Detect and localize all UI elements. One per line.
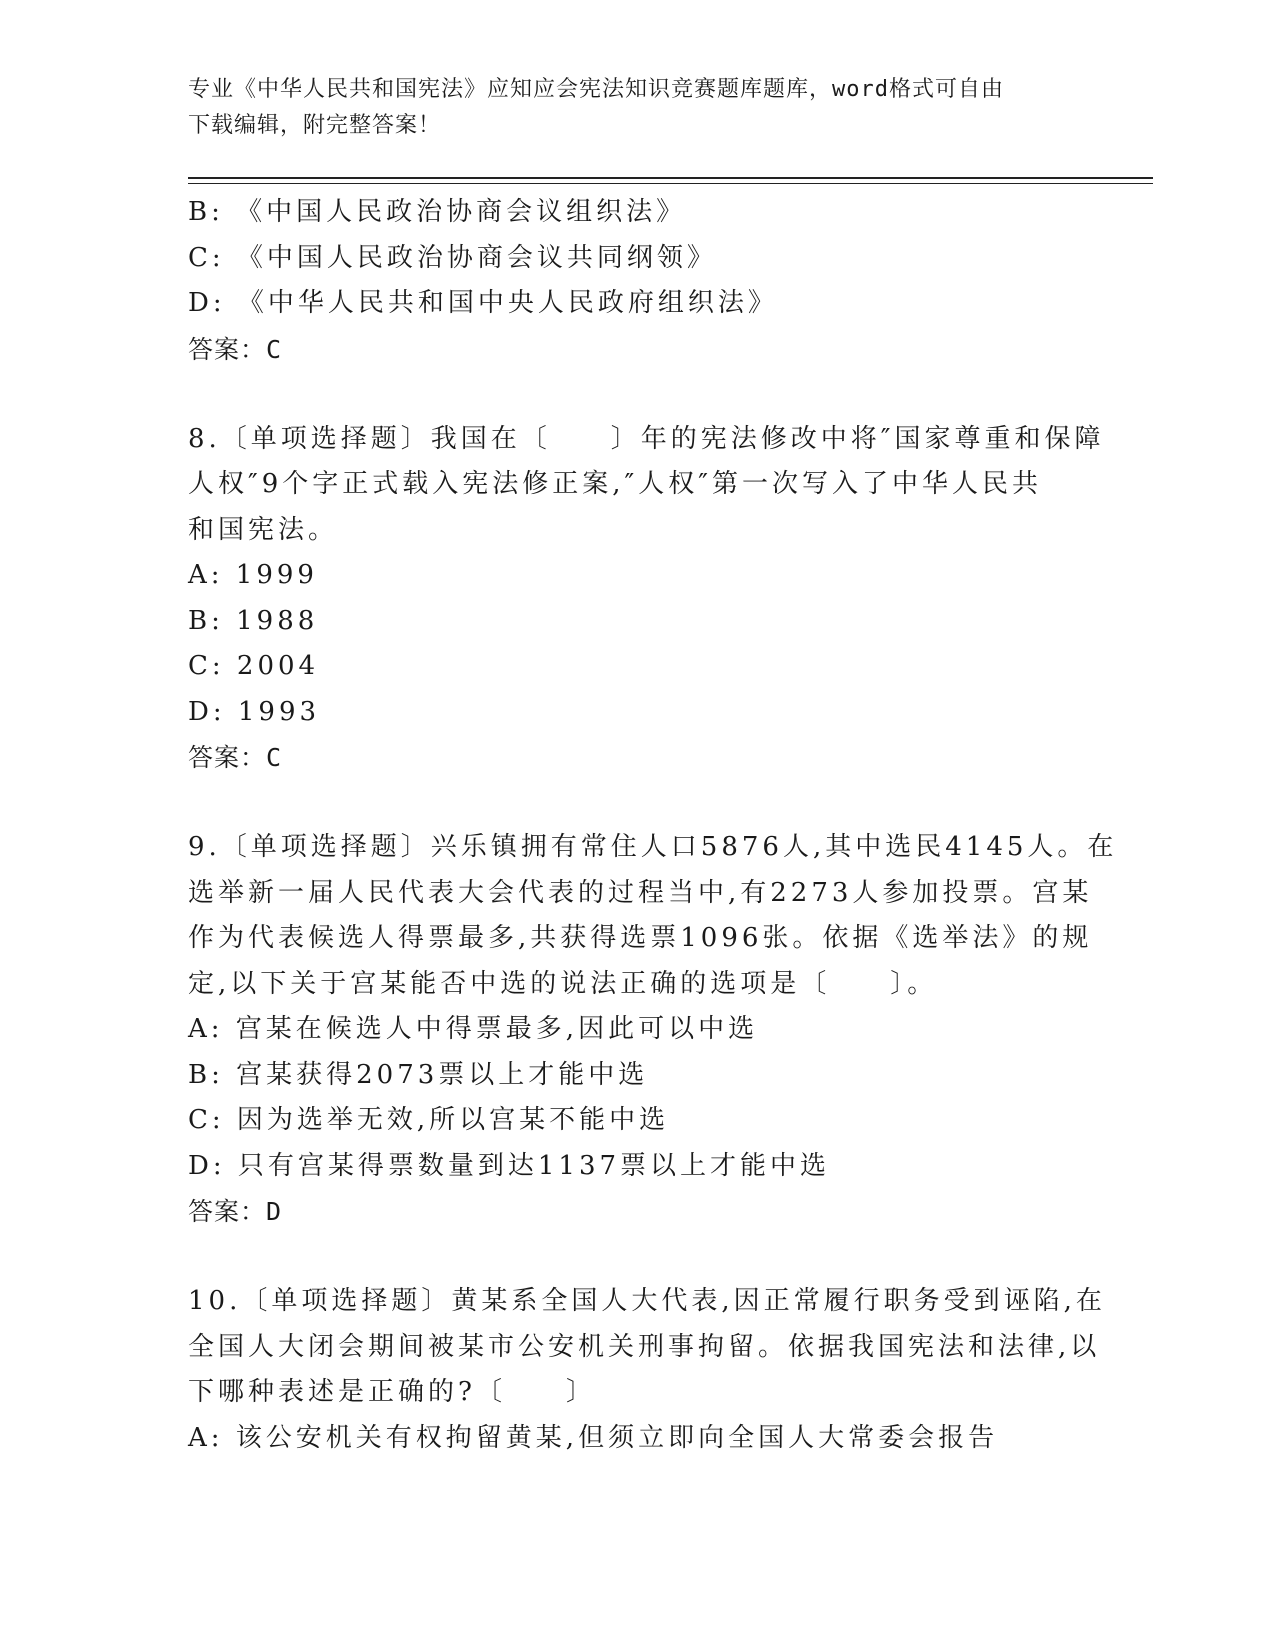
question-stem-line: 全国人大闭会期间被某市公安机关刑事拘留。依据我国宪法和法律,以 — [188, 1331, 1101, 1362]
option-d: D: 只有宫某得票数量到达1137票以上才能中选 — [188, 1150, 831, 1181]
option-c: C: 《中国人民政治协商会议共同纲领》 — [188, 242, 717, 273]
option-c: C: 因为选举无效,所以宫某不能中选 — [188, 1105, 670, 1135]
answer: 答案：C — [188, 743, 283, 772]
question-7 — [188, 190, 1088, 372]
option-d: D: 《中华人民共和国中央人民政府组织法》 — [188, 288, 778, 318]
question-stem-line: 选举新一届人民代表大会代表的过程当中,有2273人参加投票。宫某 — [188, 877, 1093, 908]
spacer — [188, 372, 1088, 417]
question-8 — [188, 417, 1105, 781]
question-stem-line: 下哪种表述是正确的?〔 〕 — [188, 1377, 596, 1407]
option-b: B: 宫某获得2073票以上才能中选 — [188, 1059, 649, 1090]
answer: 答案：D — [188, 1197, 283, 1226]
header-line-1: 专业《中华人民共和国宪法》应知应会宪法知识竞赛题库题库，word格式可自由 — [188, 77, 1004, 102]
header-divider-thin — [188, 183, 1153, 184]
question-stem-line: 9.〔单项选择题〕兴乐镇拥有常住人口5876人,其中选民4145人。在 — [188, 832, 1118, 862]
header-line-2: 下载编辑，附完整答案！ — [188, 113, 442, 138]
option-c: C: 2004 — [188, 651, 320, 681]
option-a: A: 宫某在候选人中得票最多,因此可以中选 — [188, 1014, 759, 1044]
question-10 — [188, 1279, 1106, 1461]
spacer — [188, 1234, 1088, 1279]
option-b: B: 《中国人民政治协商会议组织法》 — [188, 197, 687, 227]
question-stem-line: 和国宪法。 — [188, 514, 339, 545]
question-list — [188, 190, 1118, 1461]
question-stem-line: 8.〔单项选择题〕我国在〔 〕年的宪法修改中将″国家尊重和保障 — [188, 423, 1105, 454]
question-stem-line: 10.〔单项选择题〕黄某系全国人大代表,因正常履行职务受到诬陷,在 — [188, 1286, 1106, 1316]
document-header — [188, 72, 1068, 144]
option-d: D: 1993 — [188, 696, 321, 727]
option-b: B: 1988 — [188, 605, 319, 636]
option-a: A: 1999 — [188, 560, 318, 590]
answer: 答案：C — [188, 334, 283, 364]
question-stem-line: 人权″9个字正式载入宪法修正案,″人权″第一次写入了中华人民共 — [188, 469, 1042, 499]
question-9 — [188, 825, 1118, 1234]
question-stem-line: 定,以下关于宫某能否中选的说法正确的选项是〔 〕。 — [188, 968, 938, 999]
option-a: A: 该公安机关有权拘留黄某,但须立即向全国人大常委会报告 — [188, 1422, 999, 1453]
spacer — [188, 780, 1088, 825]
question-stem-line: 作为代表候选人得票最多,共获得选票1096张。依据《选举法》的规 — [188, 923, 1093, 953]
header-divider-thick — [188, 177, 1153, 179]
